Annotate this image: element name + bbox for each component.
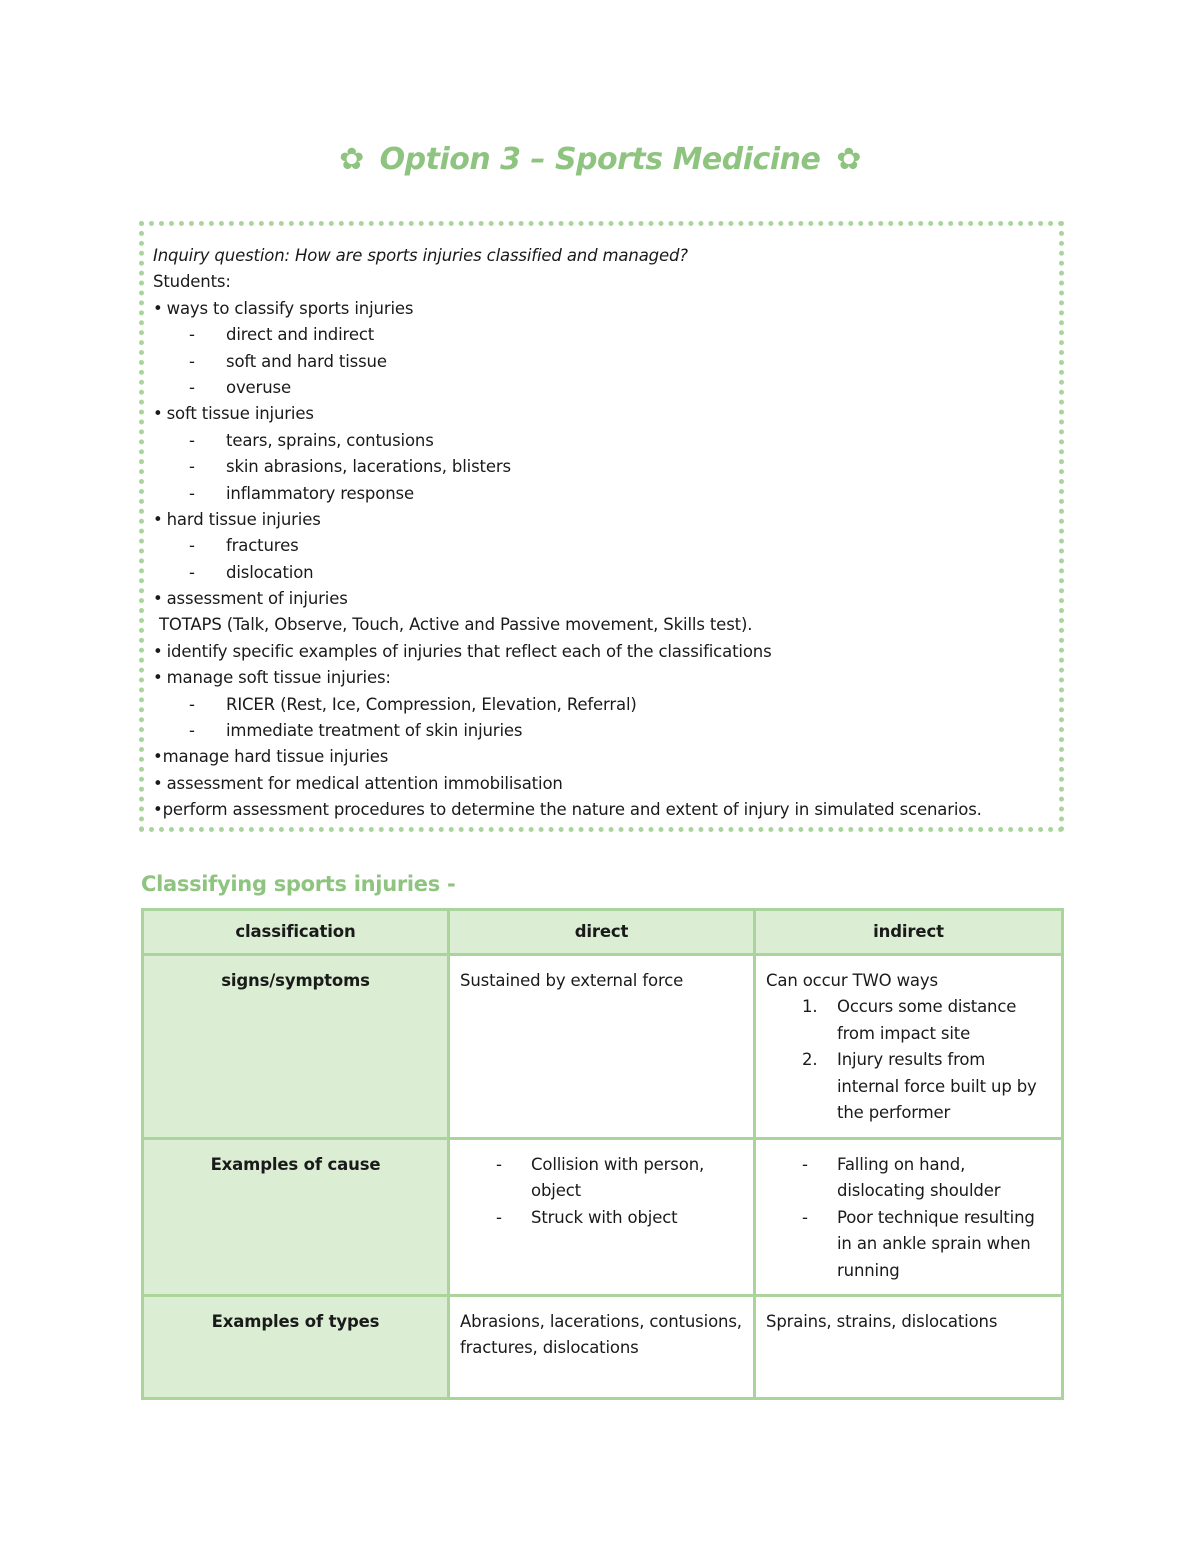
cell-text: Sprains, strains, dislocations [766,1312,998,1331]
dash-marker: - [802,1155,808,1174]
section-heading: Classifying sports injuries - [141,872,456,896]
list-item-text: Struck with object [531,1207,678,1227]
table-cell [755,1296,1063,1399]
list-item [153,797,1053,823]
table-cell [755,1139,1063,1296]
row-header: Examples of types [143,1296,449,1399]
sub-list-item [153,454,1053,480]
list-item-text: manage hard tissue injuries [162,747,389,767]
dash-marker: - [189,430,195,450]
sub-list-item [153,560,1053,586]
list-item [766,994,1051,1047]
list-item [153,586,1053,612]
table-row [143,955,1063,1139]
bullet-marker: • [153,773,163,793]
list-item-text: Collision with person, object [531,1155,705,1201]
dash-marker: - [189,325,195,345]
list-item [766,1152,1051,1205]
column-header: direct [449,910,755,955]
list-item-text: soft and hard tissue [226,351,387,371]
list-item [460,1205,743,1231]
inquiry-box [139,221,1064,832]
bullet-marker: • [153,668,163,688]
list-item [153,507,1053,533]
sub-list-item [153,349,1053,375]
list-item-text: fractures [226,536,299,556]
sub-list-item [153,428,1053,454]
list-item [766,1205,1051,1284]
list-item-text: hard tissue injuries [166,509,321,529]
list-item [153,401,1053,427]
bullet-marker: • [153,641,163,661]
list-item [153,771,1053,797]
list-item [153,639,1053,665]
list-item-text: assessment of injuries [166,589,348,609]
list-item-text: TOTAPS (Talk, Observe, Touch, Active and Passive movement, Skills test). [159,615,753,635]
page-title [0,142,1200,177]
list-item-text: identify specific examples of injuries that reflect each of the classifications [166,641,772,661]
table-cell [755,955,1063,1139]
dash-marker: - [496,1155,502,1174]
list-note [153,612,1053,638]
table-cell [449,955,755,1139]
dash-marker: - [189,351,195,371]
column-header: indirect [755,910,1063,955]
dashed-list [766,1152,1051,1284]
numbered-list [766,994,1051,1126]
sub-list-item [153,533,1053,559]
bullet-marker: • [153,800,163,820]
list-item-text: skin abrasions, lacerations, blisters [226,457,511,477]
inquiry-question: Inquiry question: How are sports injuries classified and managed? [153,246,688,265]
list-item-text: inflammatory response [226,483,414,503]
dashed-list [460,1152,743,1231]
sub-list-item [153,481,1053,507]
dash-marker: - [189,457,195,477]
row-header: signs/symptoms [143,955,449,1139]
list-item-text: soft tissue injuries [166,404,314,424]
dash-marker: - [189,377,195,397]
page-title-text: Option 3 – Sports Medicine [379,142,821,177]
list-item-text: Falling on hand, dislocating shoulder [837,1155,1001,1201]
number-marker: 1. [802,997,818,1017]
sub-list-item [153,375,1053,401]
bullet-marker: • [153,509,163,529]
dash-marker: - [189,562,195,582]
classification-table [141,908,1064,1400]
list-item [460,1152,743,1205]
dash-marker: - [189,536,195,556]
list-item-text: ways to classify sports injuries [166,298,414,318]
list-item [153,665,1053,691]
bullet-marker: • [153,747,163,767]
sub-list-item [153,692,1053,718]
dash-marker: - [496,1207,502,1227]
list-item [153,296,1053,322]
bullet-marker: • [153,589,163,609]
cell-text: Abrasions, lacerations, contusions, fractures, dislocations [460,1312,742,1358]
list-item-text: immediate treatment of skin injuries [226,721,523,741]
bullet-marker: • [153,298,163,318]
list-item [766,1047,1051,1126]
dash-marker: - [802,1207,808,1227]
list-item-text: Occurs some distance from impact site [837,997,1017,1043]
list-item-text: tears, sprains, contusions [226,430,434,450]
flower-icon: ✿ [339,142,364,177]
inquiry-content [153,243,1053,824]
list-item-text: Poor technique resulting in an ankle sprain when running [837,1207,1035,1280]
list-item [153,744,1053,770]
list-item-text: assessment for medical attention immobilisation [166,773,563,793]
list-item-text: overuse [226,377,291,397]
dash-marker: - [189,694,195,714]
row-header: Examples of cause [143,1139,449,1296]
dash-marker: - [189,483,195,503]
cell-intro: Can occur TWO ways [766,971,938,990]
sub-list-item [153,322,1053,348]
bullet-marker: • [153,404,163,424]
cell-text: Sustained by external force [460,971,684,990]
list-item-text: Injury results from internal force built up by the performer [837,1050,1037,1123]
table-row [143,1139,1063,1296]
table-cell [449,1139,755,1296]
column-header: classification [143,910,449,955]
table-header-row [143,910,1063,955]
sub-list-item [153,718,1053,744]
students-label: Students: [153,272,231,292]
list-item-text: manage soft tissue injuries: [166,668,391,688]
list-item-text: direct and indirect [226,325,375,345]
list-item-text: perform assessment procedures to determine the nature and extent of injury in simulated scenarios. [162,800,982,820]
dash-marker: - [189,721,195,741]
number-marker: 2. [802,1050,818,1070]
table-row [143,1296,1063,1399]
table-cell [449,1296,755,1399]
flower-icon: ✿ [836,142,861,177]
list-item-text: RICER (Rest, Ice, Compression, Elevation, Referral) [226,694,637,714]
list-item-text: dislocation [226,562,314,582]
